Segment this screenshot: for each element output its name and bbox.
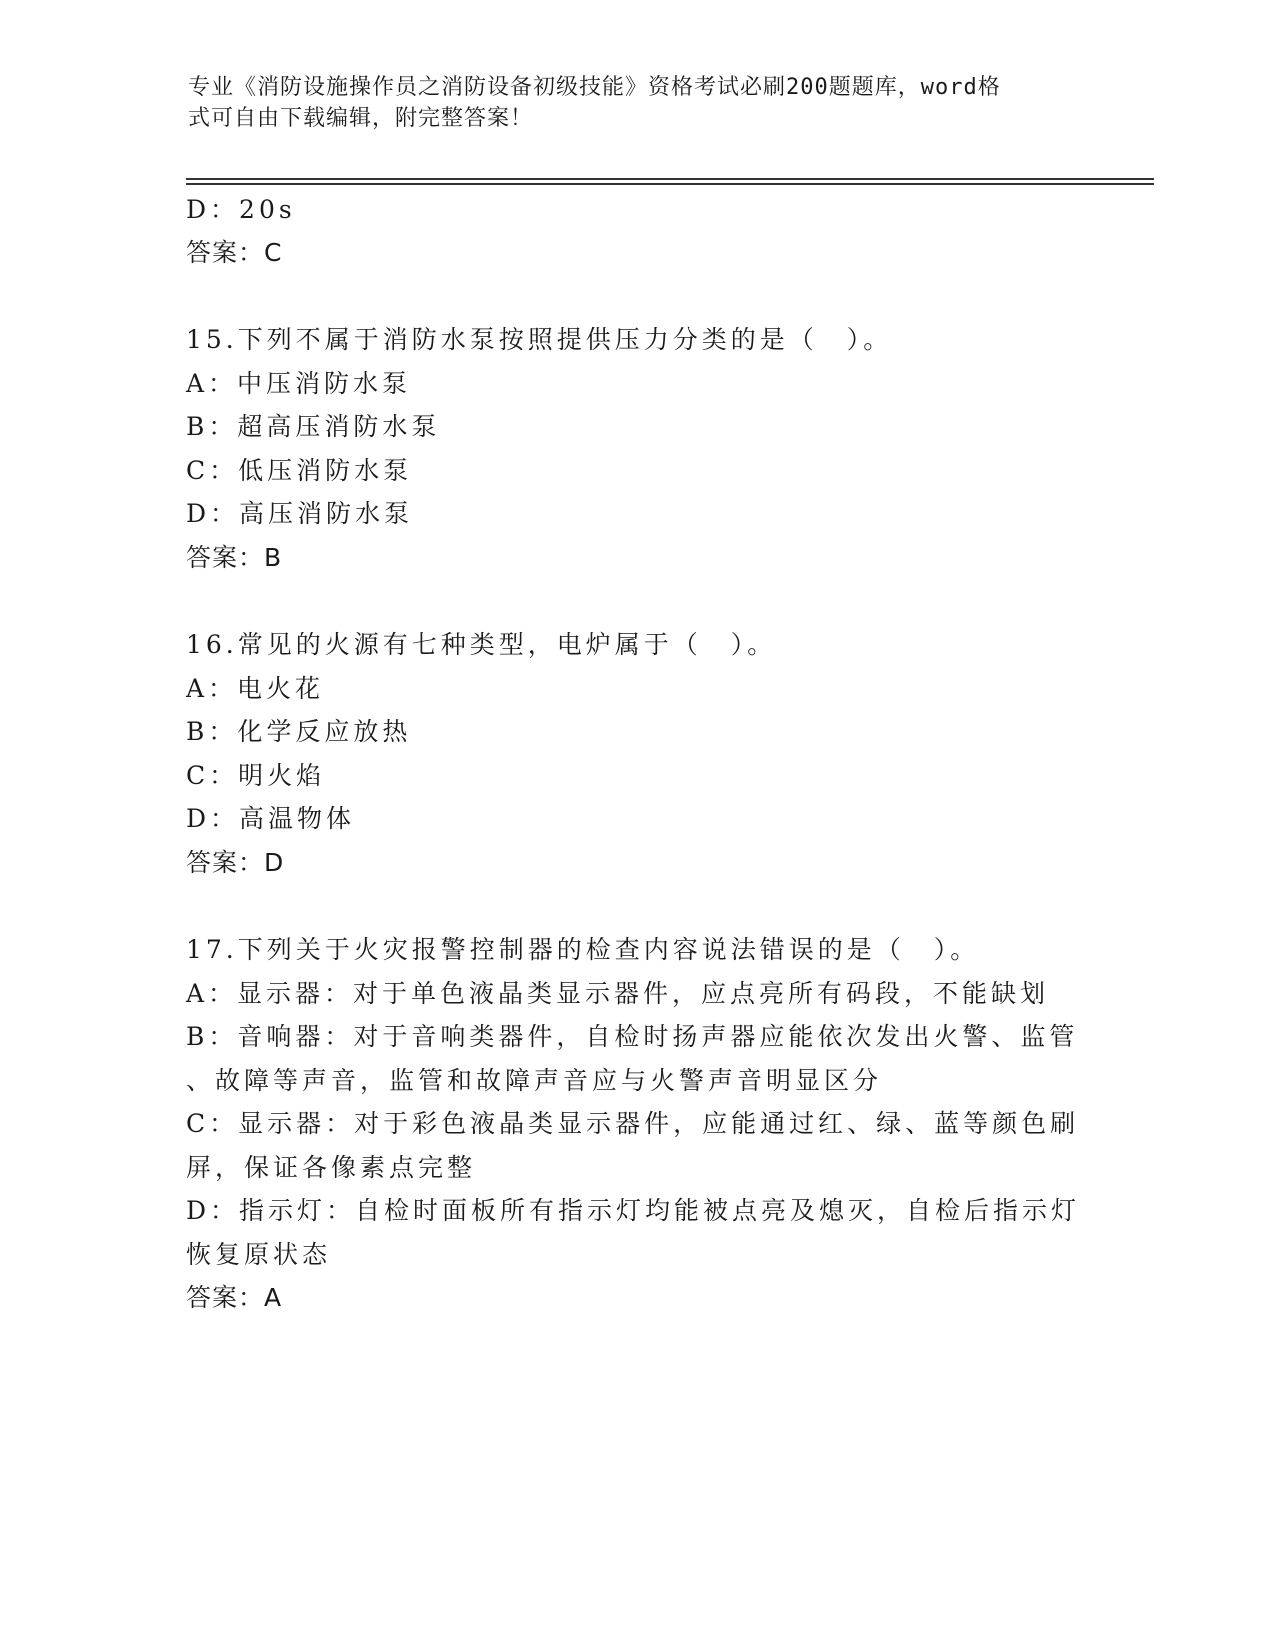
q15-option-b: B：超高压消防水泵: [186, 412, 441, 441]
q17-option-b-line1: B：音响器：对于音响类器件，自检时扬声器应能依次发出火警、监管: [186, 1022, 1079, 1051]
q15-answer: 答案：B: [186, 543, 283, 572]
q16-option-a: A：电火花: [186, 674, 325, 703]
q17-answer: 答案：A: [186, 1283, 283, 1312]
q17-option-d-line2: 恢复原状态: [186, 1240, 332, 1269]
prev-answer: 答案：C: [186, 238, 283, 267]
q16-question: 16.常见的火源有七种类型，电炉属于（ ）。: [186, 630, 777, 659]
q16-answer: 答案：D: [186, 848, 285, 877]
q17-option-b-line2: 、故障等声音，监管和故障声音应与火警声音明显区分: [186, 1066, 883, 1095]
q17-option-c-line2: 屏，保证各像素点完整: [186, 1153, 477, 1182]
q16-option-c: C：明火焰: [186, 761, 326, 790]
header-line-1: 专业《消防设施操作员之消防设备初级技能》资格考试必刷200题题库，word格: [188, 75, 1001, 100]
header-divider-bottom: [186, 183, 1154, 185]
prev-option-d: D：20s: [186, 195, 296, 224]
document-header: [188, 72, 1088, 134]
q17-option-d-line1: D：指示灯：自检时面板所有指示灯均能被点亮及熄灭，自检后指示灯: [186, 1196, 1081, 1225]
q15-option-a: A：中压消防水泵: [186, 369, 412, 398]
q16-option-d: D：高温物体: [186, 804, 356, 833]
q15-option-c: C：低压消防水泵: [186, 456, 413, 485]
q17-option-c-line1: C：显示器：对于彩色液晶类显示器件，应能通过红、绿、蓝等颜色刷: [186, 1109, 1080, 1138]
header-line-2: 式可自由下载编辑，附完整答案！: [188, 106, 534, 131]
q15-question: 15.下列不属于消防水泵按照提供压力分类的是（ ）。: [186, 325, 893, 354]
q15-option-d: D：高压消防水泵: [186, 499, 414, 528]
header-divider-top: [186, 178, 1154, 180]
q16-option-b: B：化学反应放热: [186, 717, 412, 746]
q17-option-a: A：显示器：对于单色液晶类显示器件，应点亮所有码段，不能缺划: [186, 979, 1050, 1008]
q17-question: 17.下列关于火灾报警控制器的检查内容说法错误的是（ ）。: [186, 935, 980, 964]
